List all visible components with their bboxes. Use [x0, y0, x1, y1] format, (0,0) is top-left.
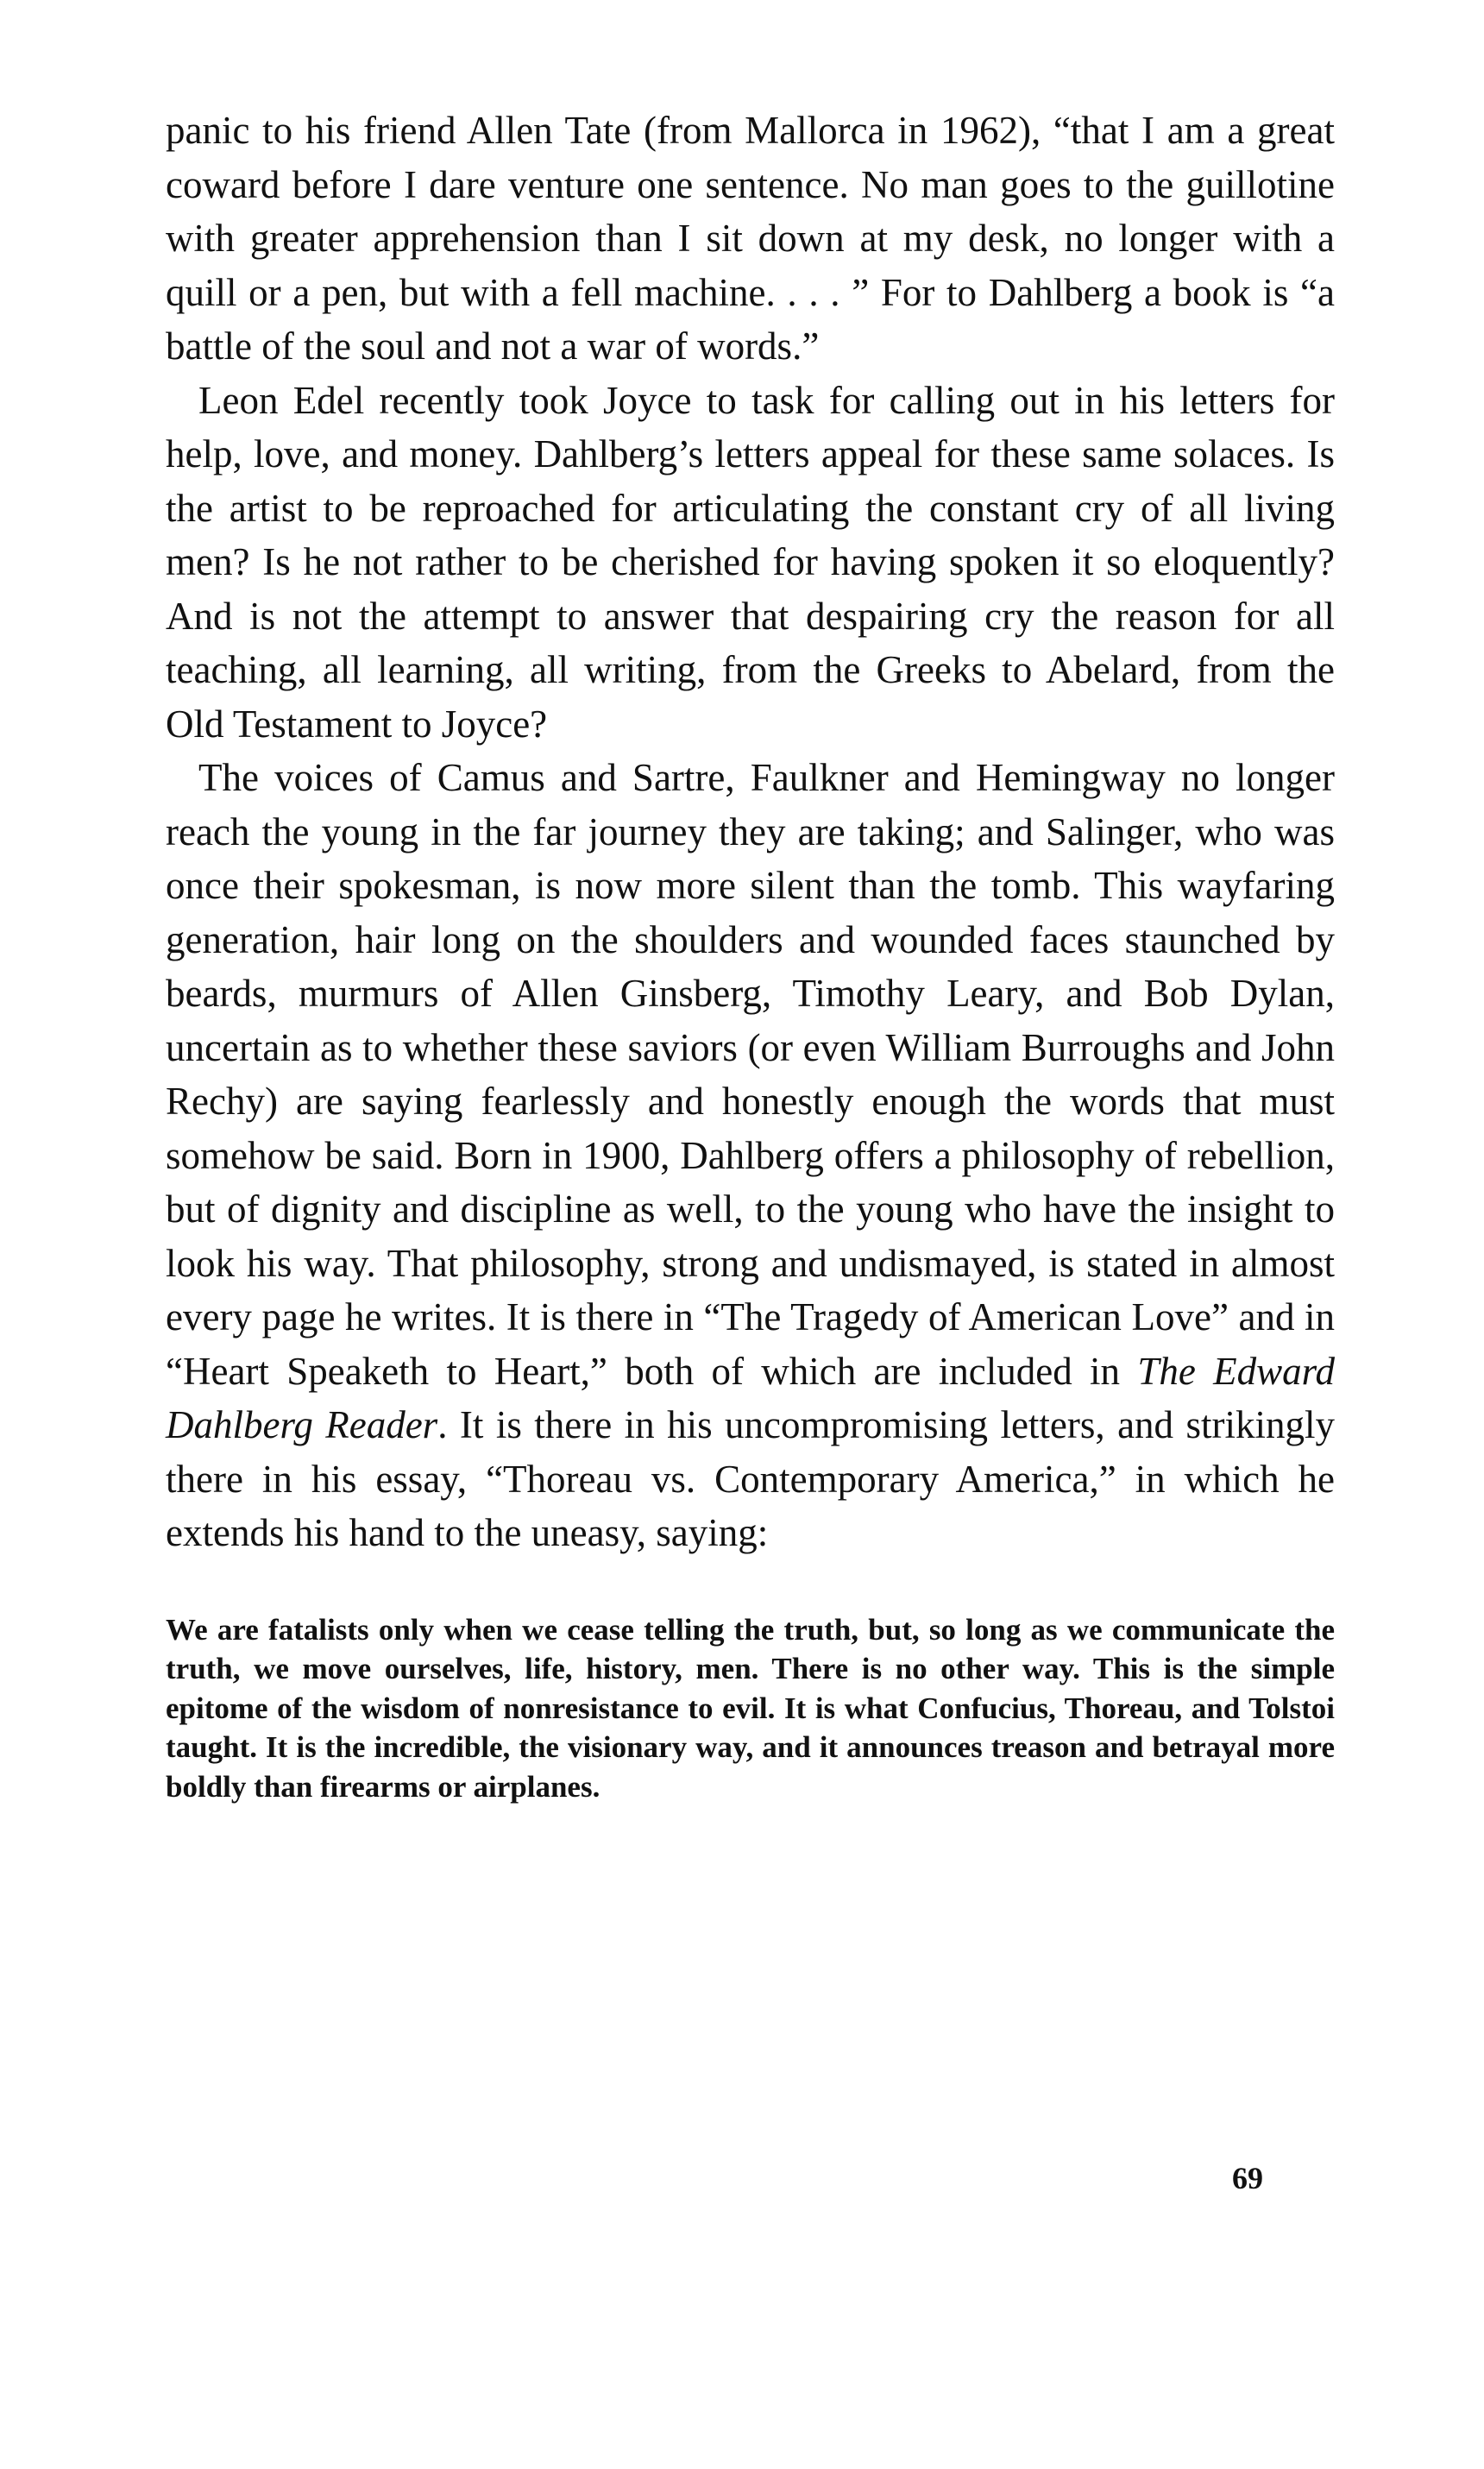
paragraph-3 — [166, 751, 1335, 1560]
paragraph-1: panic to his friend Allen Tate (from Mallorca in 1962), “that I am a great coward before I dare venture one sentence. No man goes to the guillotine with greater apprehension than I sit down at my desk, no longer with a quill or a pen, but with a fell machine. . . . ” For to Dahlberg a book is “a battle of the soul and not a war of words.” — [166, 109, 1335, 368]
page-number: 69 — [1232, 2161, 1263, 2195]
paragraph-3-text-b: . It is there in his uncompromising letters, and strikingly there in his essay, “Thoreau vs. Contemporary America,” in which he extends his hand to the uneasy, saying: — [166, 1403, 1335, 1554]
paragraph-3-text-a: The voices of Camus and Sartre, Faulkner and Hemingway no longer reach the young in the far journey they are taking; and Salinger, who was once their spokesman, is now more silent than the tomb. This wayfaring generation, hair long on the shoulders and wounded faces staunched by beards, murmurs of Allen Ginsberg, Timothy Leary, and Bob Dylan, uncertain as to whether these saviors (or even William Burroughs and John Rechy) are saying fearlessly and honestly enough the words that must somehow be said. Born in 1900, Dahlberg offers a philosophy of rebellion, but of dignity and discipline as well, to the young who have the insight to look his way. That philosophy, strong and undismayed, is stated in almost every page he writes. It is there in “The Tragedy of American Love” and in “Heart Speaketh to Heart,” both of which are included in — [166, 756, 1335, 1393]
book-title: The Edward Dahlberg Reader — [166, 1349, 1335, 1446]
block-quote: We are fatalists only when we cease telling the truth, but, so long as we communicate the truth, we move ourselves, life, history, men. There is no other way. This is the simple epitome of the wisdom of nonresistance to evil. It is what Confucius, Thoreau, and Tolstoi taught. It is the incredible, the visionary way, and it announces treason and betrayal more boldly than firearms or airplanes. — [166, 1612, 1335, 1804]
paragraph-2: Leon Edel recently took Joyce to task for calling out in his letters for help, love, and money. Dahlberg’s letters appeal for these same solaces. Is the artist to be reproached for articulating the constant cry of all living men? Is he not rather to be cherished for having spoken it so eloquently? And is not the attempt to answer that despairing cry the reason for all teaching, all learning, all writing, from the Greeks to Abelard, from the Old Testament to Joyce? — [166, 378, 1335, 746]
page-body — [166, 104, 1335, 1806]
